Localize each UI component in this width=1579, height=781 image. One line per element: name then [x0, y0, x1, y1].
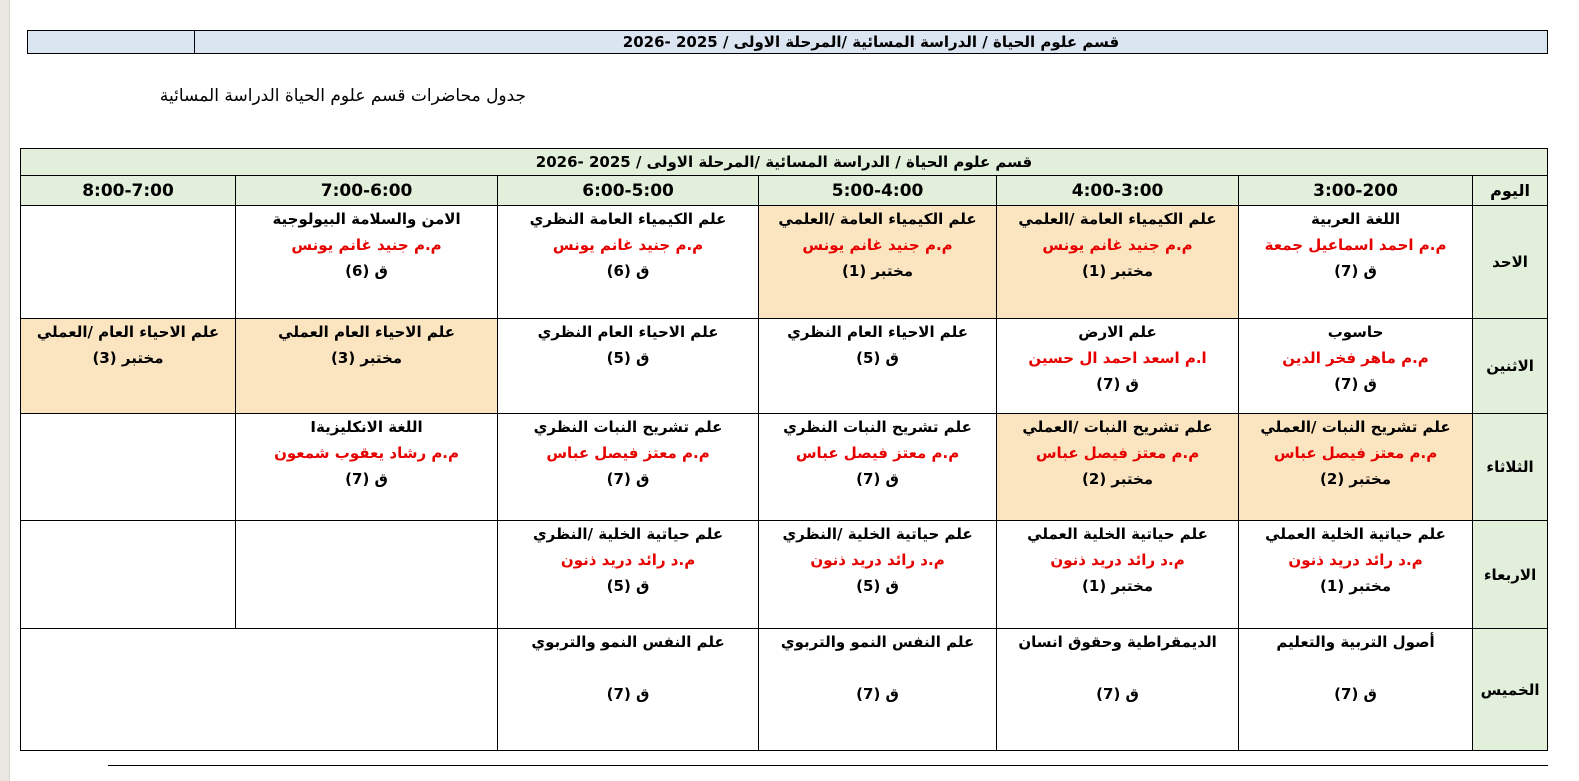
room-label: ق (7)	[856, 685, 899, 703]
table-title: قسم علوم الحياة / الدراسة المسائية /المرحلة الاولى / 2025 -2026	[21, 149, 1548, 176]
instructor-name: م.م رشاد يعقوب شمعون	[274, 444, 459, 462]
time-header-cell: 7:00-6:00	[236, 176, 498, 206]
course-name: علم تشريح النبات /العملي	[1260, 418, 1451, 436]
course-name: علم الاحياء العام النظري	[787, 323, 968, 341]
course-cell	[997, 521, 1239, 629]
instructor-name: م.د رائد دريد ذنون	[1288, 551, 1423, 569]
course-name: علم النفس النمو والتربوي	[531, 633, 725, 651]
room-label: ق (5)	[606, 577, 650, 595]
instructor-name: م.م جنيد غانم يونس	[1042, 236, 1193, 254]
course-name: علم تشريح النبات /العملي	[1022, 418, 1213, 436]
room-label: ق (7)	[856, 470, 899, 488]
instructor-name: م.م جنيد غانم يونس	[552, 236, 704, 254]
room-label: مختبر (1)	[842, 262, 914, 280]
next-table-top-border	[108, 765, 1548, 766]
page-left-margin-strip	[0, 0, 10, 781]
day-cell: الاربعاء	[1473, 521, 1548, 629]
schedule-table	[20, 148, 1548, 751]
room-label: ق (7)	[1096, 375, 1139, 393]
instructor-name: م.د رائد دريد ذنون	[1050, 551, 1185, 569]
course-cell	[1239, 521, 1473, 629]
time-header-cell: 5:00-4:00	[759, 176, 997, 206]
day-cell: الاحد	[1473, 206, 1548, 319]
page-header-title: قسم علوم الحياة / الدراسة المسائية /المرحلة الاولى / 2025 -2026	[622, 33, 1120, 51]
course-name: علم الكيمياء العامة /العلمي	[778, 210, 977, 228]
empty-cell	[21, 206, 236, 319]
instructor-name: ا.م اسعد احمد ال حسين	[1028, 349, 1207, 367]
course-cell	[1239, 206, 1473, 319]
instructor-name	[1239, 655, 1472, 681]
room-label: مختبر (3)	[92, 349, 164, 367]
instructor-name: م.م معتز فيصل عباس	[546, 444, 710, 462]
instructor-name: م.م معتز فيصل عباس	[1273, 444, 1438, 462]
course-cell	[997, 629, 1239, 751]
course-name: علم الكيمياء العامة النظري	[529, 210, 727, 228]
instructor-name: م.م جنيد غانم يونس	[291, 236, 442, 254]
doc-subtitle: جدول محاضرات قسم علوم الحياة الدراسة المسائية	[159, 86, 527, 106]
course-cell	[498, 319, 759, 414]
room-label: مختبر (2)	[1320, 470, 1392, 488]
instructor-name: م.م جنيد غانم يونس	[802, 236, 953, 254]
course-name: علم حياتية الخلية العملي	[1265, 525, 1446, 543]
room-label: مختبر (3)	[331, 349, 403, 367]
instructor-name: م.م احمد اسماعيل جمعة	[1264, 236, 1447, 254]
course-cell	[1239, 629, 1473, 751]
room-label: مختبر (1)	[1082, 262, 1154, 280]
course-cell	[498, 629, 759, 751]
course-cell	[997, 414, 1239, 521]
room-label: ق (5)	[856, 577, 899, 595]
instructor-name: م.م معتز فيصل عباس	[1035, 444, 1200, 462]
page-header-left-box	[27, 30, 195, 54]
course-cell	[997, 206, 1239, 319]
course-name: علم الارض	[1078, 323, 1157, 341]
course-name: اللغة العربية	[1310, 210, 1401, 228]
page-header-bar	[194, 30, 1548, 54]
time-header-cell: 4:00-3:00	[997, 176, 1239, 206]
course-cell	[1239, 319, 1473, 414]
room-label: ق (7)	[1334, 685, 1377, 703]
course-name: علم الكيمياء العامة /العلمي	[1018, 210, 1217, 228]
time-header-cell: 6:00-5:00	[498, 176, 759, 206]
room-label: مختبر (2)	[1082, 470, 1154, 488]
room-label: ق (5)	[856, 349, 899, 367]
table-row	[21, 414, 1548, 521]
instructor-name	[997, 655, 1238, 681]
course-name: علم حياتية الخلية /النظري	[532, 525, 724, 543]
instructor-name: م.د رائد دريد ذنون	[810, 551, 945, 569]
room-label: مختبر (1)	[1320, 577, 1392, 595]
table-row	[21, 521, 1548, 629]
course-name: الامن والسلامة البيولوجية	[272, 210, 461, 228]
course-name: أصول التربية والتعليم	[1276, 633, 1435, 651]
empty-cell	[21, 629, 498, 751]
empty-cell	[236, 521, 498, 629]
table-row	[21, 629, 1548, 751]
course-cell	[1239, 414, 1473, 521]
table-row	[21, 206, 1548, 319]
course-name: علم حياتية الخلية العملي	[1027, 525, 1208, 543]
room-label: ق (6)	[345, 262, 388, 280]
room-label: ق (7)	[345, 470, 388, 488]
empty-cell	[21, 414, 236, 521]
course-name: حاسوب	[1327, 323, 1384, 341]
table-row	[21, 319, 1548, 414]
course-name: علم الاحياء العام النظري	[537, 323, 719, 341]
course-cell	[759, 521, 997, 629]
day-cell: الثلاثاء	[1473, 414, 1548, 521]
course-cell	[236, 414, 498, 521]
instructor-name: م.د رائد دريد ذنون	[560, 551, 696, 569]
room-label: ق (7)	[606, 685, 650, 703]
course-name: علم حياتية الخلية /النظري	[782, 525, 973, 543]
course-name: علم تشريح النبات النظري	[533, 418, 723, 436]
instructor-name	[759, 655, 996, 681]
course-cell	[236, 319, 498, 414]
course-name: اللغة الانكليزيةI	[310, 418, 423, 436]
course-name: علم تشريح النبات النظري	[783, 418, 972, 436]
instructor-name: م.م ماهر فخر الدين	[1282, 349, 1429, 367]
course-cell	[759, 206, 997, 319]
day-header-cell: اليوم	[1473, 176, 1548, 206]
room-label: ق (5)	[606, 349, 650, 367]
course-name: علم الاحياء العام العملي	[278, 323, 455, 341]
course-cell	[21, 319, 236, 414]
room-label: ق (6)	[606, 262, 650, 280]
course-cell	[236, 206, 498, 319]
course-cell	[498, 206, 759, 319]
time-header-cell: 3:00-200	[1239, 176, 1473, 206]
instructor-name	[498, 655, 758, 681]
room-label: ق (7)	[606, 470, 650, 488]
room-label: مختبر (1)	[1082, 577, 1154, 595]
course-cell	[759, 319, 997, 414]
empty-cell	[21, 521, 236, 629]
course-cell	[498, 521, 759, 629]
course-cell	[498, 414, 759, 521]
room-label: ق (7)	[1096, 685, 1139, 703]
course-name: علم الاحياء العام /العملي	[36, 323, 220, 341]
course-cell	[759, 629, 997, 751]
room-label: ق (7)	[1334, 375, 1377, 393]
course-cell	[997, 319, 1239, 414]
instructor-name: م.م معتز فيصل عباس	[795, 444, 960, 462]
course-cell	[759, 414, 997, 521]
time-header-cell: 8:00-7:00	[21, 176, 236, 206]
day-cell: الخميس	[1473, 629, 1548, 751]
room-label: ق (7)	[1334, 262, 1377, 280]
course-name: علم النفس النمو والتربوي	[780, 633, 975, 651]
course-name: الديمقراطية وحقوق انسان	[1018, 633, 1217, 651]
day-cell: الاثنين	[1473, 319, 1548, 414]
